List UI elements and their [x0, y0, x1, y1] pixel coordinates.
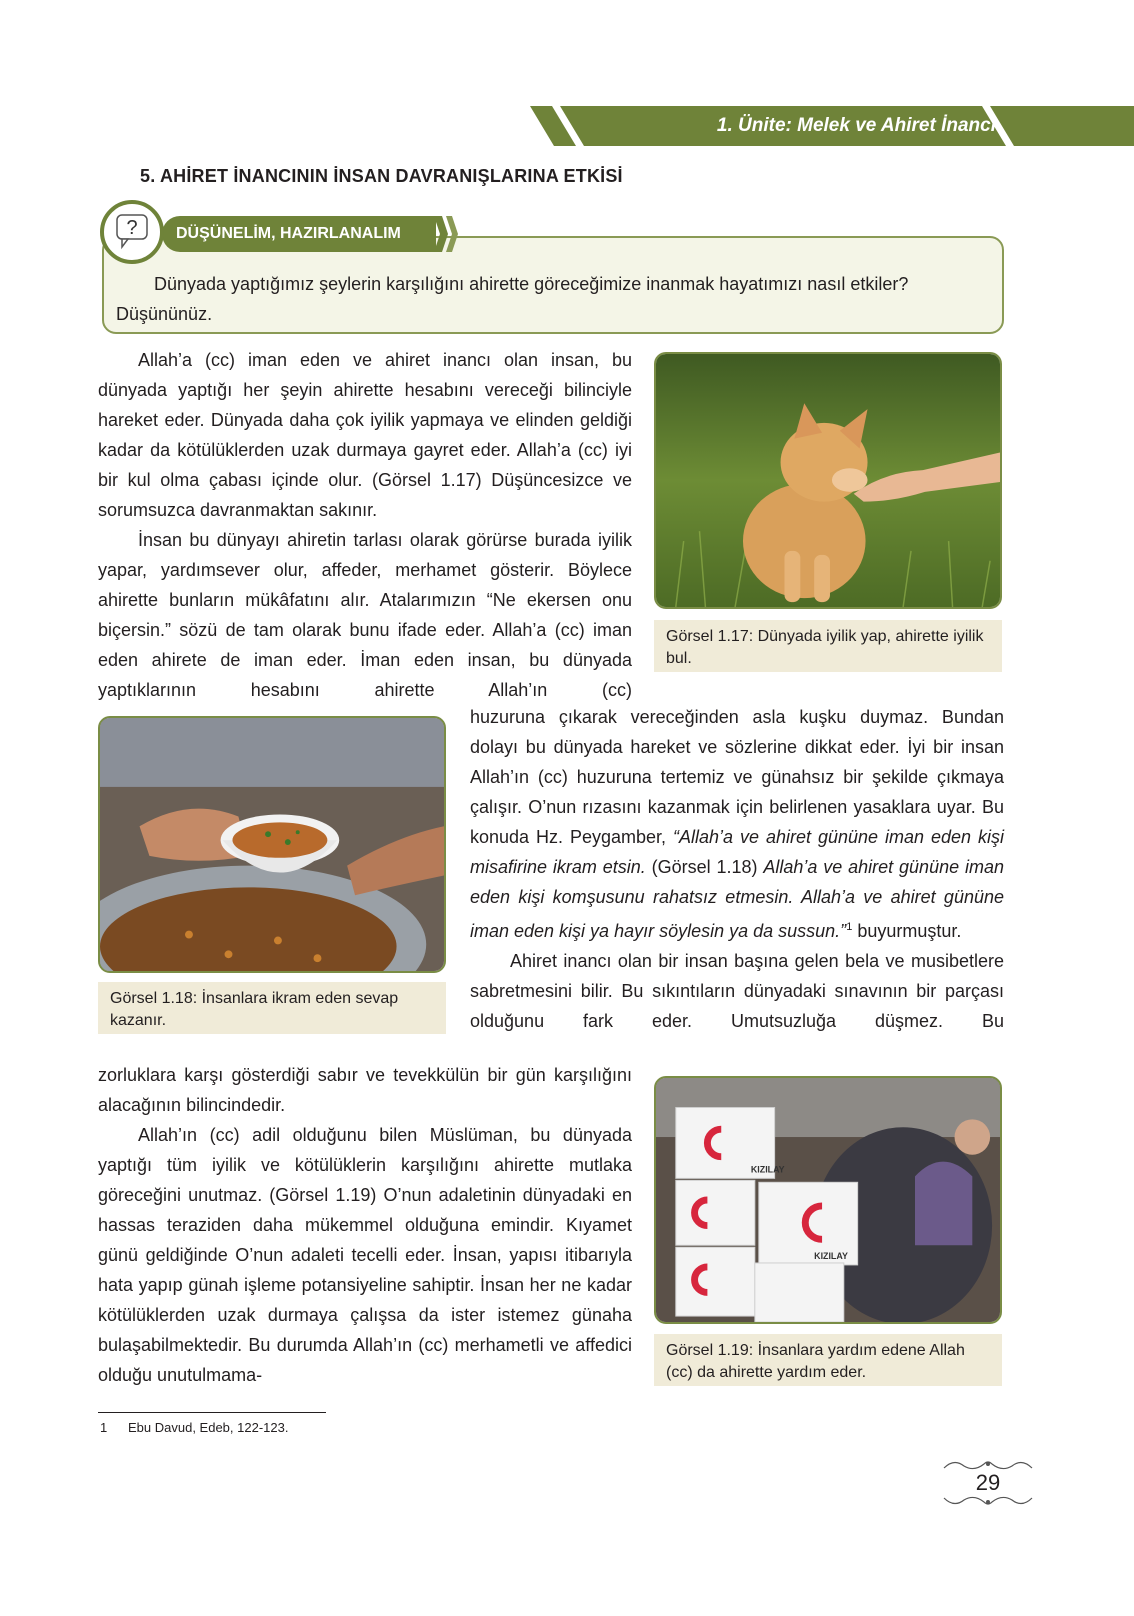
footnote-mark: 1 — [846, 921, 853, 933]
text-column-middle — [470, 702, 1004, 1036]
paragraph-2-start: İnsan bu dünyayı ahiretin tarlası olarak görürse burada iyilik yapar, yardımsever olur, affeder, merhamet gösterir. Böylece ahirette bunların mükâfatını alır. Atalarımızın “Ne ekersen onu biçersin.” sözü de tam olarak bunu ifade eder. Allah’a (cc) iman eden ahirete de iman eder. İman eden insan, bu dünyada yaptıklarının hesabını ahirette Allah’ın (cc) — [98, 530, 632, 700]
hadith-quote-1: “Allah’a ve ahiret gününe iman eden kişi misafirine ikram etsin. — [470, 827, 1004, 877]
think-tab-chevrons — [434, 216, 464, 252]
page-number: 29 — [975, 1470, 1001, 1495]
soup-sharing-illustration — [100, 718, 444, 971]
paragraph-2-tail: buyurmuştur. — [857, 921, 962, 941]
page-ornament-bottom — [940, 1494, 1036, 1508]
figure-1-19-photo — [654, 1076, 1002, 1324]
paragraph-4: Allah’ın (cc) adil olduğunu bilen Müslüman, bu dünyada yaptığı tüm iyilik ve kötülüklerin karşılığını ahirette mutlaka göreceğini unutmaz. (Görsel 1.19) O’nun adaletinin dünyadaki en hassas teraziden daha mükemmel olduğuna emindir. Kıyamet günü geldiğinde O’nun adaleti tecelli eder. İnsan, yapısı itibarıyla hata yapıp günah işleme potansiyeline sahiptir. İnsan her ne kadar kötülüklerden uzak durmaya çalışsa da ister istemez günaha bulaşabilmektedir. Bu durumda Allah’ın (cc) merhametli ve affedici olduğu unutulmama- — [98, 1125, 632, 1385]
footnote-number: 1 — [100, 1420, 108, 1435]
question-bubble-icon — [114, 212, 150, 252]
section-title: 5. AHİRET İNANCININ İNSAN DAVRANIŞLARINA ETKİSİ — [140, 166, 623, 186]
text-column-top — [98, 345, 632, 705]
figure-1-17-caption: Görsel 1.17: Dünyada iyilik yap, ahirette iyilik bul. — [654, 620, 1002, 672]
paragraph-2-continued — [470, 702, 1004, 946]
text-column-bottom — [98, 1060, 632, 1390]
figure-1-18-photo — [98, 716, 446, 973]
kizilay-label: KIZILAY — [750, 1164, 785, 1175]
question-mark: ? — [126, 217, 138, 239]
hadith-quote-2: Allah’a ve ahiret gününe iman eden kişi komşusunu rahatsız etmesin. Allah’a ve ahiret gününe iman eden kişi ya hayır söylesin ya da sussun.” — [470, 857, 1004, 941]
paragraph-2-body: huzuruna çıkarak vereceğinden asla kuşku duymaz. Bundan dolayı bu dünyada hareket ve sözlerine dikkat eder. İyi bir insan Allah’ın (cc) huzuruna tertemiz ve günahsız bir şekilde çıkmaya çalışır. O’nun rızasını kazanmak için belirlenen yasaklara uyar. Bu konuda Hz. Peygamber, — [470, 707, 1004, 847]
figure-1-17-photo — [654, 352, 1002, 609]
footnote-rule — [98, 1412, 326, 1413]
aid-boxes-illustration — [656, 1078, 1000, 1322]
unit-title: 1. Ünite: Melek ve Ahiret İnancı — [716, 115, 996, 136]
think-tab-label: DÜŞÜNELİM, HAZIRLANALIM — [176, 225, 401, 242]
cat-feeding-illustration — [656, 354, 1000, 607]
paragraph-1: Allah’a (cc) iman eden ve ahiret inancı olan insan, bu dünyada yaptığı her şeyin ahirette hesabını vereceği bilinciyle hareket eder. Dünyada daha çok iyilik yapmaya ve elinden geldiği kadar da kötülüklerden uzak durmaya gayret eder. Allah’a (cc) iyi bir kul olma çabası içinde olur. (Görsel 1.17) Düşüncesizce ve sorumsuzca davranmaktan sakınır. — [98, 350, 632, 520]
think-question: Dünyada yaptığımız şeylerin karşılığını ahirette göreceğimize inanmak hayatımızı nasıl etkiler? Düşününüz. — [116, 274, 909, 324]
figure-1-18-caption: Görsel 1.18: İnsanlara ikram eden sevap kazanır. — [98, 982, 446, 1034]
kizilay-label: KIZILAY — [814, 1251, 848, 1262]
figure-ref-18: (Görsel 1.18) — [651, 857, 758, 877]
footnote-text: Ebu Davud, Edeb, 122-123. — [128, 1420, 289, 1435]
paragraph-3-continued: zorluklara karşı gösterdiği sabır ve tevekkülün bir gün karşılığını alacağının bilincindedir. — [98, 1065, 632, 1115]
figure-1-19-caption: Görsel 1.19: İnsanlara yardım edene Allah (cc) da ahirette yardım eder. — [654, 1334, 1002, 1386]
paragraph-3-start: Ahiret inancı olan bir insan başına gelen bela ve musibetlere sabretmesini bilir. Bu sıkıntıların dünyadaki sınavının bir parçası olduğunu fark eder. Umutsuzluğa düşmez. Bu — [470, 951, 1004, 1031]
